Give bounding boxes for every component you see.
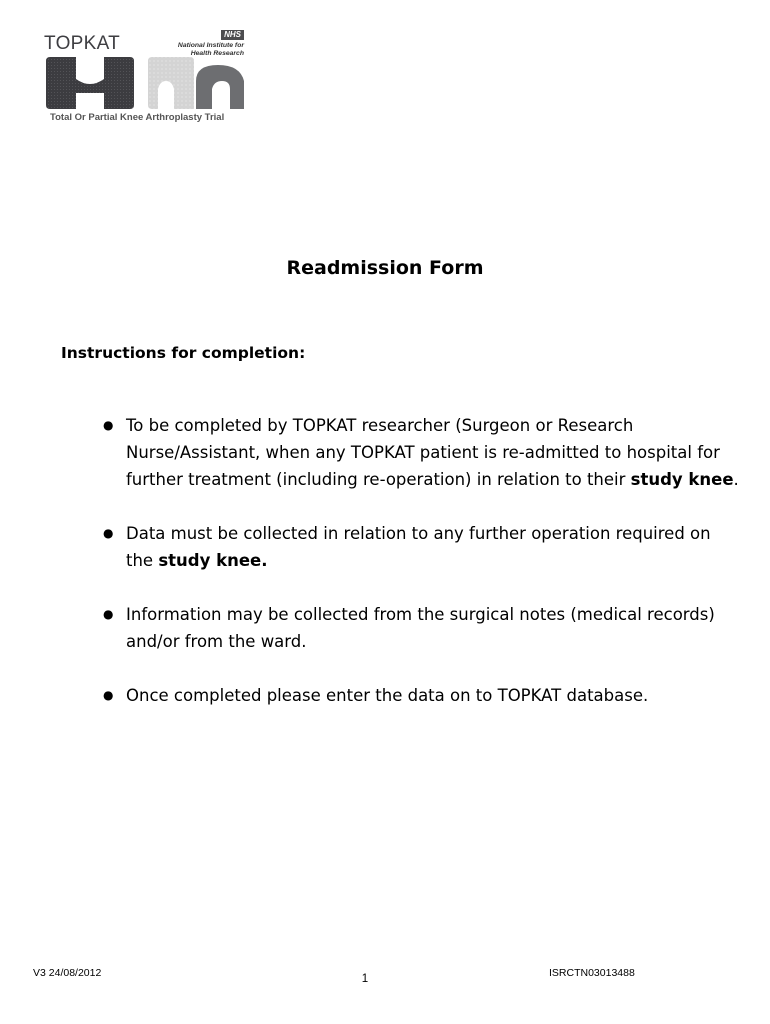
- dark-implant-shape: [46, 57, 134, 109]
- logo-brand-text: TOPKAT: [44, 33, 121, 54]
- bullet-icon: ●: [103, 607, 114, 621]
- grey-implant-shape: [196, 65, 244, 109]
- instruction-text: To be completed by TOPKAT researcher (Surgeon or Research Nurse/Assistant, when any TOPKAT patient is re-admitted to hospital for further treatment (including re-operation) in relation to their: [126, 416, 720, 489]
- instruction-item: [99, 682, 739, 709]
- nihr-line-2: Health Research: [190, 50, 244, 57]
- logo-tagline: Total Or Partial Knee Arthroplasty Trial: [50, 112, 225, 123]
- nihr-line-1: National Institute for: [177, 42, 244, 49]
- instruction-text: Information may be collected from the surgical notes (medical records) and/or from the ward.: [126, 605, 715, 651]
- footer-page-number: 1: [361, 973, 369, 985]
- light-implant-shape: [148, 57, 194, 109]
- instructions-list: [99, 412, 739, 736]
- instruction-text: Data must be collected in relation to any further operation required on the: [126, 524, 711, 570]
- topkat-logo: [44, 26, 248, 126]
- instructions-heading: Instructions for completion:: [61, 344, 306, 362]
- instruction-text: Once completed please enter the data on to TOPKAT database.: [126, 686, 649, 705]
- bullet-icon: ●: [103, 526, 114, 540]
- form-title: Readmission Form: [286, 257, 484, 279]
- instruction-bold-text: study knee.: [158, 551, 268, 570]
- instruction-bold-text: study knee: [630, 470, 734, 489]
- bullet-icon: ●: [103, 688, 114, 702]
- instruction-item: [99, 601, 739, 655]
- instruction-item: [99, 520, 739, 574]
- footer-version: V3 24/08/2012: [33, 967, 102, 979]
- bullet-icon: ●: [103, 418, 114, 432]
- instruction-item: [99, 412, 739, 493]
- footer-isrctn: ISRCTN03013488: [549, 967, 635, 979]
- instruction-text-after: .: [733, 470, 739, 489]
- knee-implant-graphic: [44, 55, 248, 111]
- nhs-badge: NHS: [221, 30, 244, 40]
